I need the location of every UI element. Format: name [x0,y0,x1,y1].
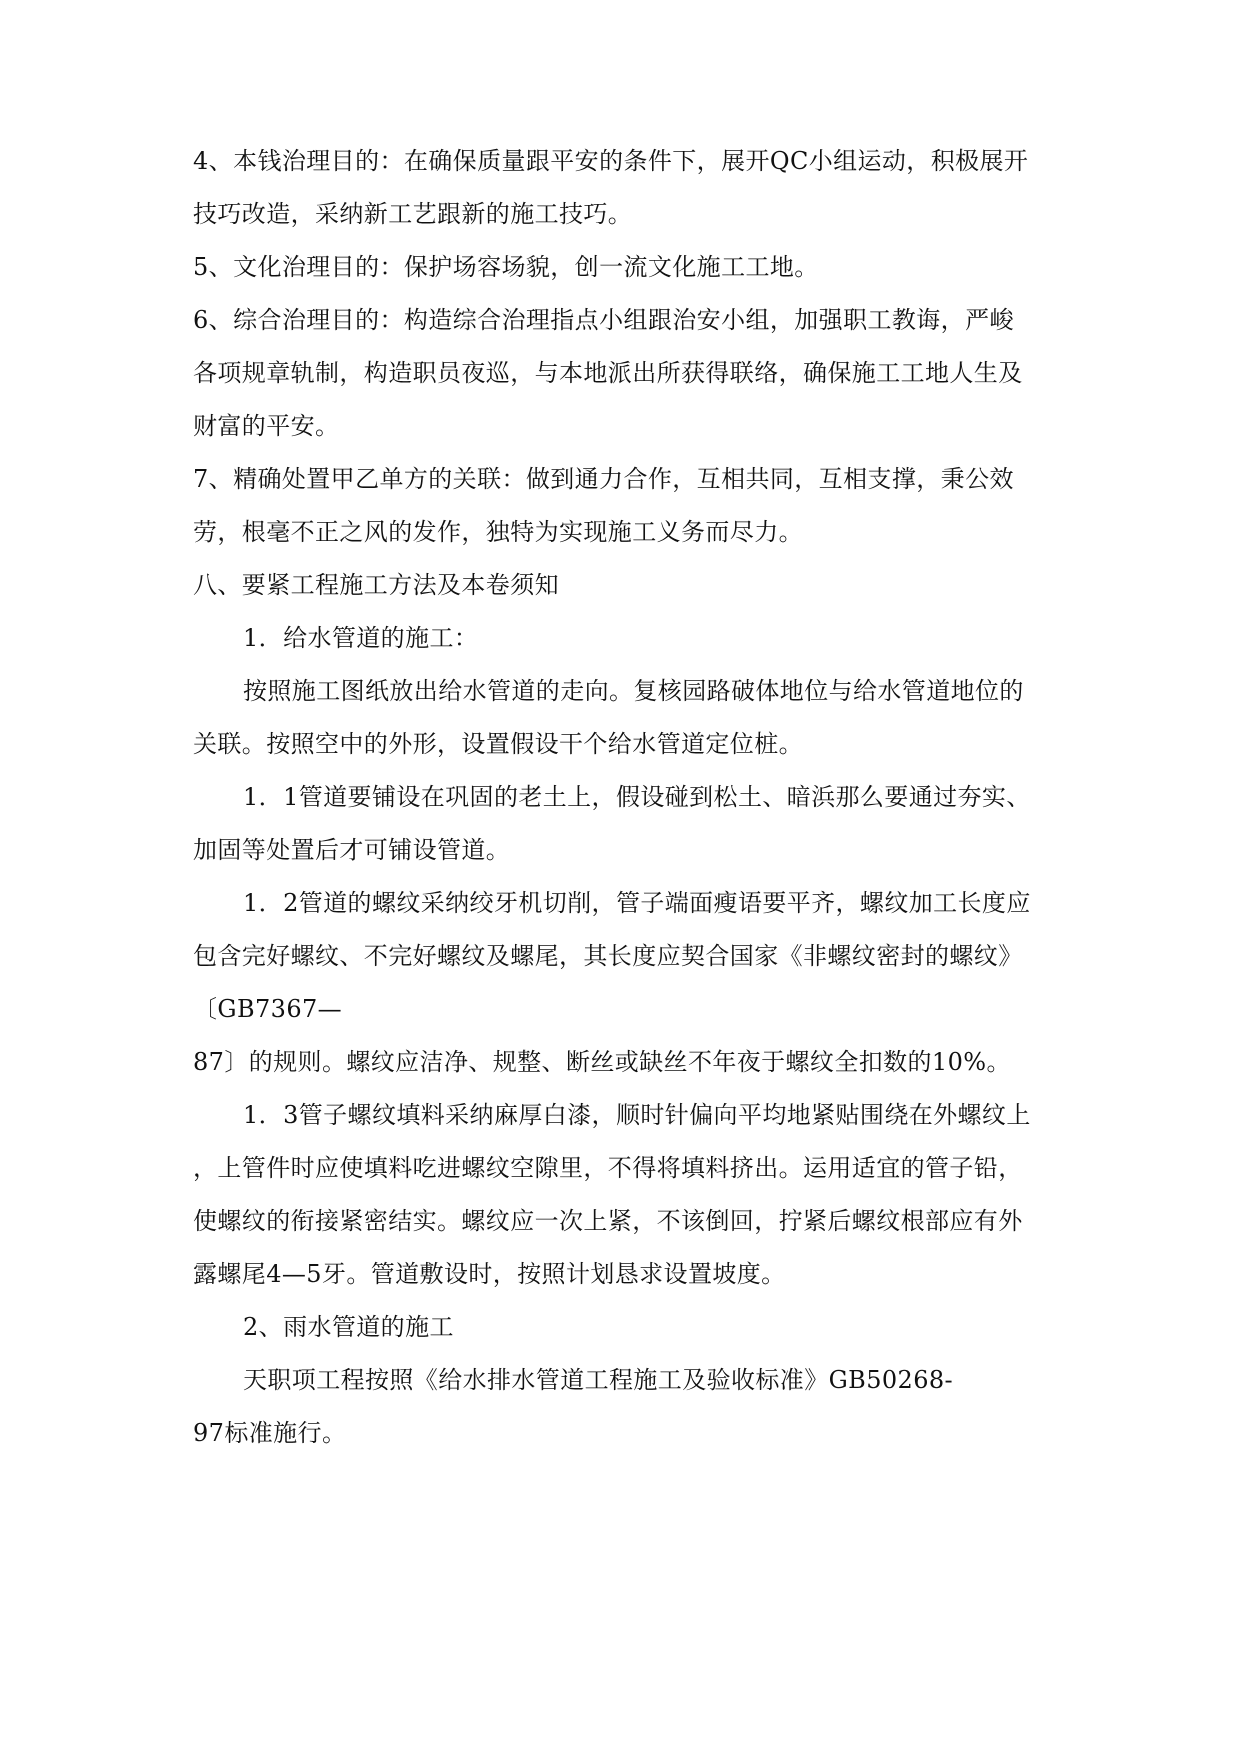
paragraph-comprehensive-goal-line-1: 6、综合治理目的：构造综合治理指点小组跟治安小组，加强职工教诲，严峻 [193,306,1014,334]
paragraph-1-2-line-3: 〔GB7367— [193,995,343,1023]
paragraph-culture-goal: 5、文化治理目的：保护场容场貌，创一流文化施工工地。 [193,253,819,281]
paragraph-rainwater-line-1: 天职项工程按照《给水排水管道工程施工及验收标准》GB50268- [243,1366,954,1394]
paragraph-water-supply-line-1: 按照施工图纸放出给水管道的走向。复核园路破体地位与给水管道地位的 [243,677,1024,705]
paragraph-relations-line-1: 7、精确处置甲乙单方的关联：做到通力合作，互相共同，互相支撑，秉公效 [193,465,1014,493]
paragraph-rainwater-line-2: 97标准施行。 [193,1419,347,1447]
paragraph-water-supply-line-2: 关联。按照空中的外形，设置假设干个给水管道定位桩。 [193,730,803,758]
subheading-rainwater: 2、雨水管道的施工 [243,1313,454,1341]
paragraph-1-3-line-4: 露螺尾4—5牙。管道敷设时，按照计划恳求设置坡度。 [193,1260,786,1288]
subheading-water-supply: 1．给水管道的施工： [243,624,479,652]
paragraph-1-1-line-1: 1．1管道要铺设在巩固的老土上，假设碰到松土、暗浜那么要通过夯实、 [243,783,1031,811]
paragraph-relations-line-2: 劳，根毫不正之风的发作，独特为实现施工义务而尽力。 [193,518,803,546]
paragraph-1-2-line-4: 87〕的规则。螺纹应洁净、规整、断丝或缺丝不年夜于螺纹全扣数的10%。 [193,1048,1011,1076]
paragraph-comprehensive-goal-line-3: 财富的平安。 [193,412,340,440]
paragraph-cost-goal-line-1: 4、本钱治理目的：在确保质量跟平安的条件下，展开QC小组运动，积极展开 [193,147,1029,175]
paragraph-1-3-line-2: ，上管件时应使填料吃进螺纹空隙里，不得将填料挤出。运用适宜的管子铅， [193,1154,1023,1182]
paragraph-1-3-line-3: 使螺纹的衔接紧密结实。螺纹应一次上紧，不该倒回，拧紧后螺纹根部应有外 [193,1207,1023,1235]
paragraph-cost-goal-line-2: 技巧改造，采纳新工艺跟新的施工技巧。 [193,200,633,228]
paragraph-1-3-line-1: 1．3管子螺纹填料采纳麻厚白漆，顺时针偏向平均地紧贴围绕在外螺纹上 [243,1101,1031,1129]
section-heading-8: 八、要紧工程施工方法及本卷须知 [193,571,559,599]
paragraph-1-1-line-2: 加固等处置后才可铺设管道。 [193,836,511,864]
paragraph-comprehensive-goal-line-2: 各项规章轨制，构造职员夜巡，与本地派出所获得联络，确保施工工地人生及 [193,359,1023,387]
paragraph-1-2-line-1: 1．2管道的螺纹采纳绞牙机切削，管子端面瘦语要平齐，螺纹加工长度应 [243,889,1031,917]
paragraph-1-2-line-2: 包含完好螺纹、不完好螺纹及螺尾，其长度应契合国家《非螺纹密封的螺纹》 [193,942,1023,970]
